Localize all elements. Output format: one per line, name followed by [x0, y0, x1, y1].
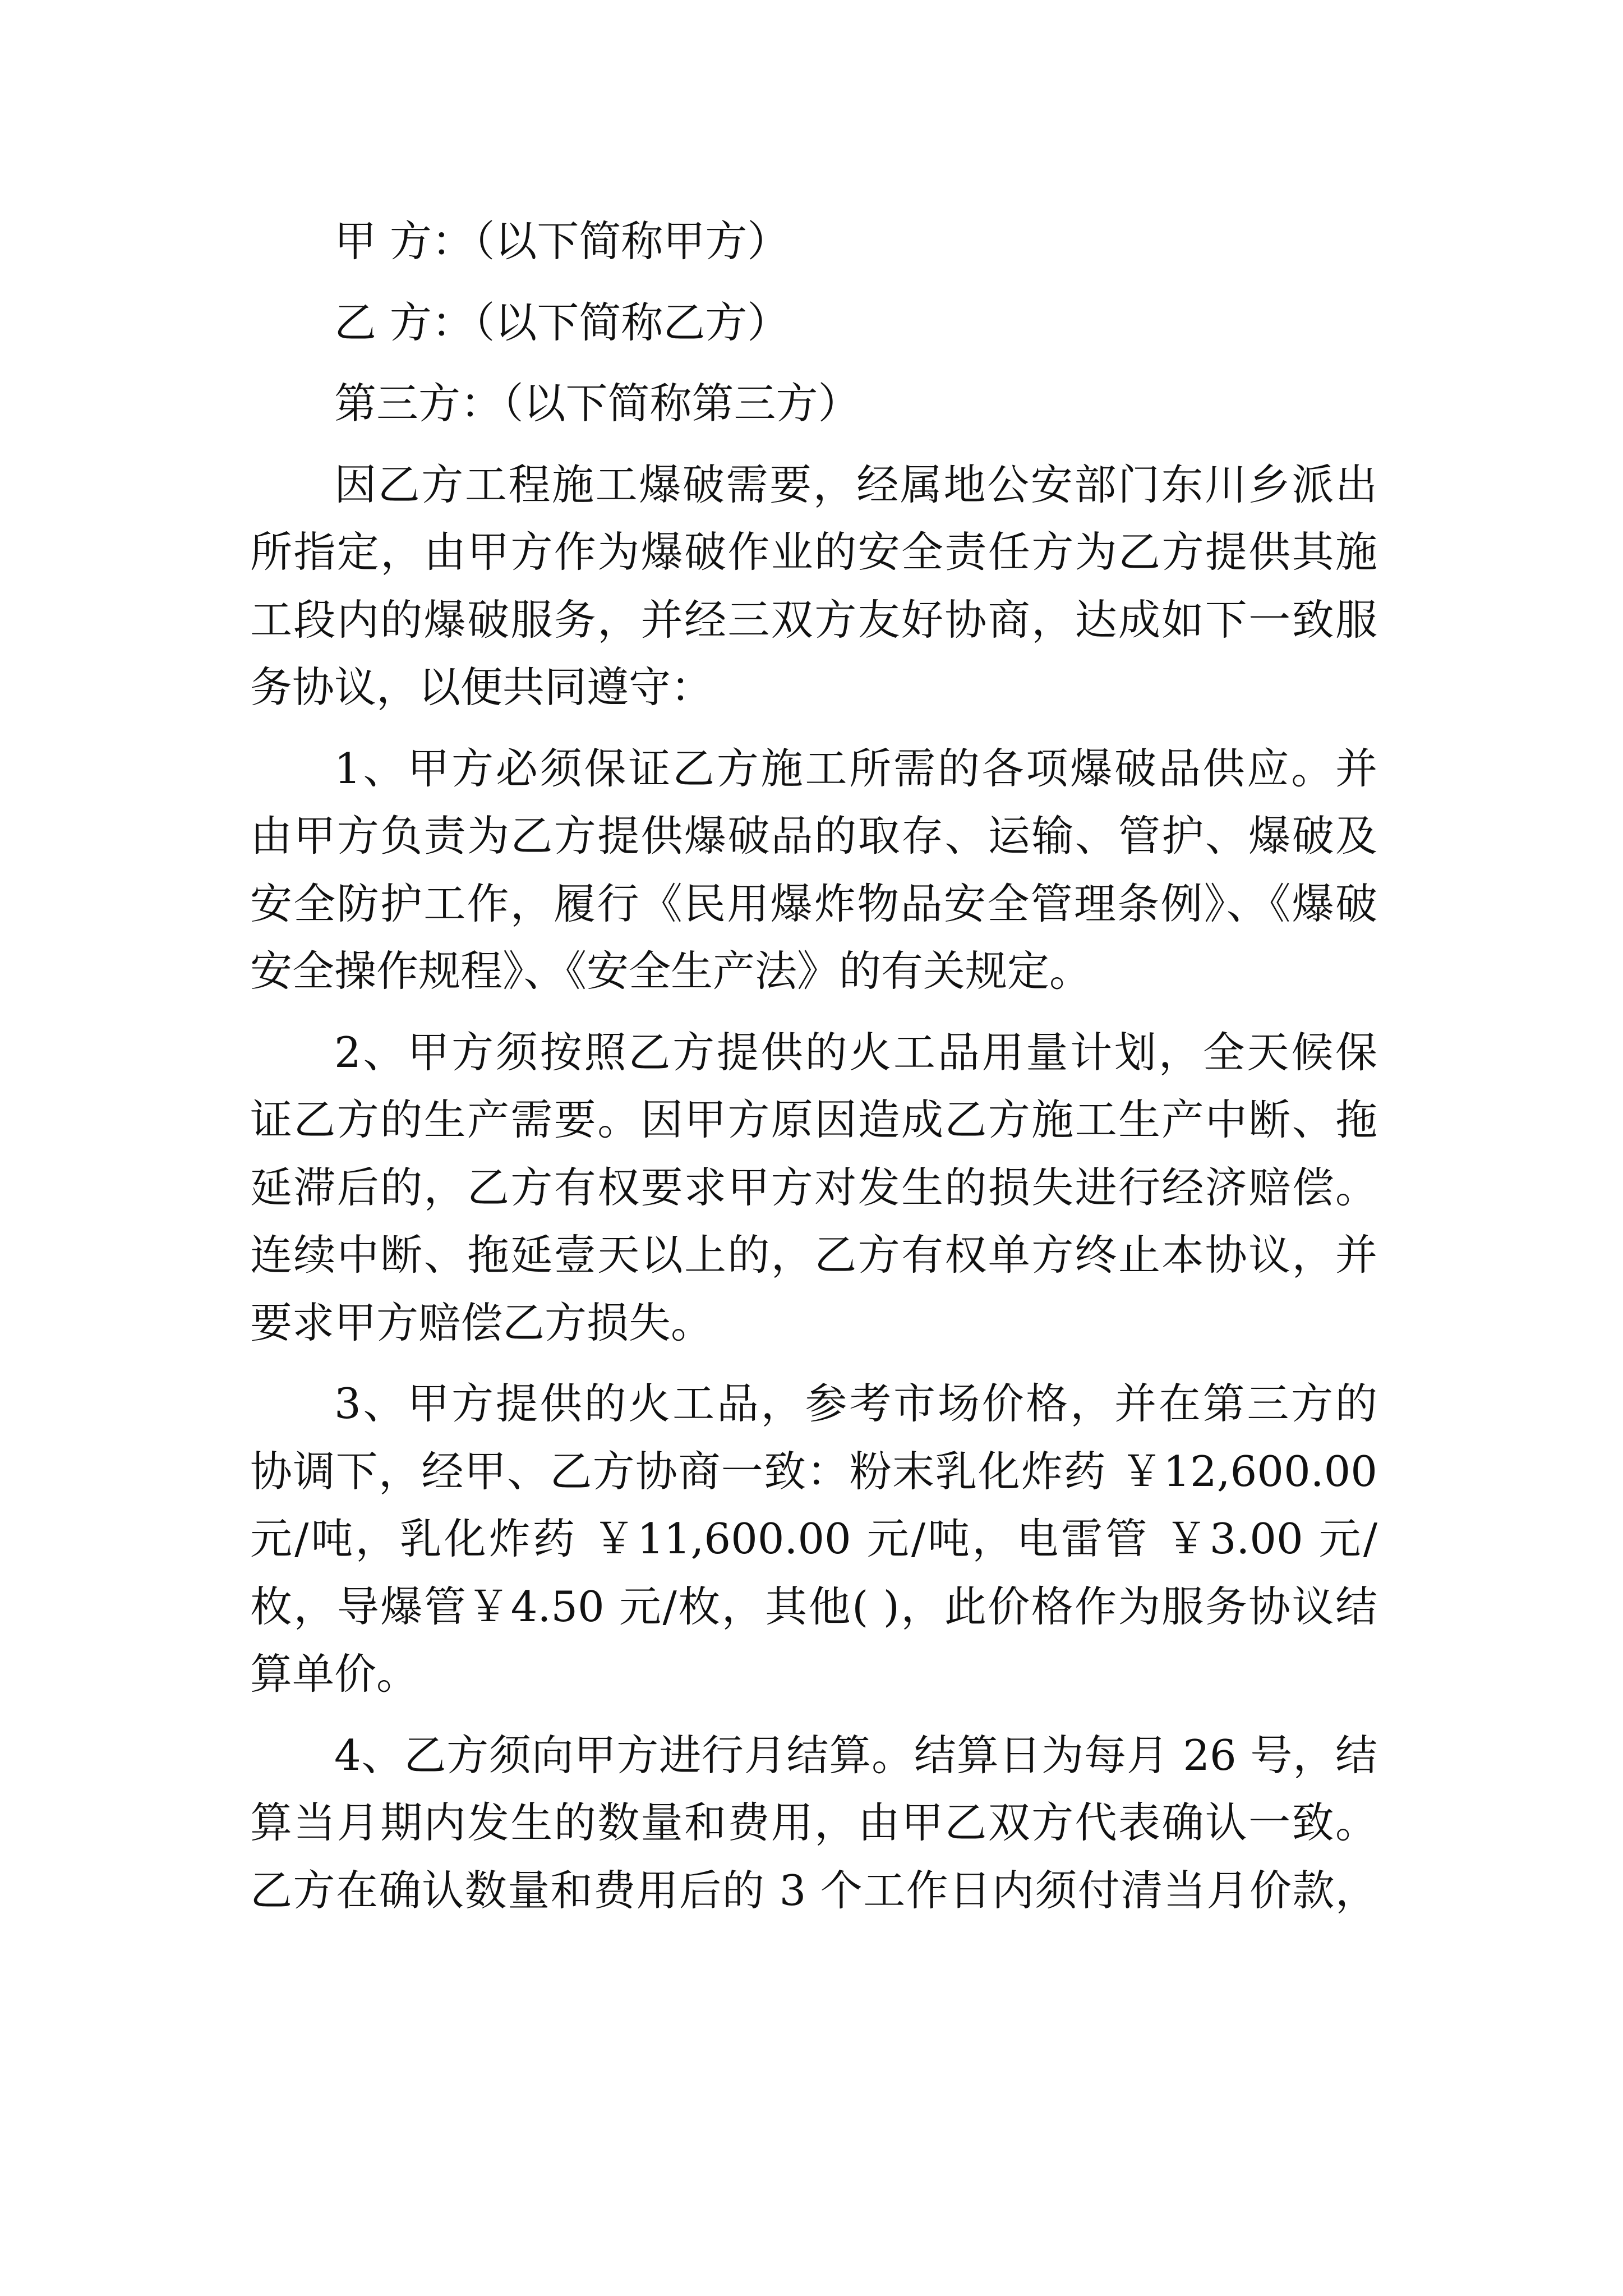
party-a-line: 甲 方：（以下简称甲方）	[334, 217, 790, 266]
paragraph-line: 协调下，经甲、乙方协商一致：粉末乳化炸药 ￥12,600.00	[250, 1446, 1377, 1496]
paragraph-line: 务协议，以便共同遵守：	[250, 662, 713, 712]
party-b-line: 乙 方：（以下简称乙方）	[334, 297, 790, 347]
paragraph-line: 要求甲方赔偿乙方损失。	[250, 1297, 713, 1347]
paragraph-line: 延滞后的，乙方有权要求甲方对发生的损失进行经济赔偿。	[250, 1162, 1377, 1212]
document-body	[250, 208, 1377, 1924]
paragraph-line: 4、乙方须向甲方进行月结算。结算日为每月 26 号，结	[334, 1730, 1377, 1780]
paragraph-line: 算当月期内发生的数量和费用，由甲乙双方代表确认一致。	[250, 1798, 1377, 1847]
paragraph-line: 元/吨，乳化炸药 ￥11,600.00 元/吨，电雷管 ￥3.00 元/	[250, 1514, 1377, 1563]
paragraph-line: 3、甲方提供的火工品，参考市场价格，并在第三方的	[334, 1379, 1377, 1428]
paragraph-line: 由甲方负责为乙方提供爆破品的取存、运输、管护、爆破及	[250, 811, 1377, 861]
paragraph-line: 1、甲方必须保证乙方施工所需的各项爆破品供应。并	[334, 743, 1377, 793]
paragraph-line: 工段内的爆破服务，并经三双方友好协商，达成如下一致服	[250, 595, 1377, 645]
paragraph-line: 连续中断、拖延壹天以上的，乙方有权单方终止本协议，并	[250, 1230, 1377, 1280]
party-list	[250, 208, 1377, 438]
paragraph-preamble	[250, 451, 1377, 721]
paragraph-line: 安全防护工作，履行《民用爆炸物品安全管理条例》、《爆破	[250, 878, 1377, 928]
paragraph-line: 算单价。	[250, 1649, 419, 1699]
clause-1	[250, 735, 1377, 1005]
paragraph-line: 2、甲方须按照乙方提供的火工品用量计划，全天候保	[334, 1027, 1377, 1077]
paragraph-line: 乙方在确认数量和费用后的 3 个工作日内须付清当月价款，	[250, 1865, 1377, 1915]
paragraph-line: 枚，导爆管￥4.50 元/枚，其他( )，此价格作为服务协议结	[250, 1581, 1377, 1631]
third-party-line: 第三方：（以下简称第三方）	[334, 379, 860, 428]
paragraph-line: 证乙方的生产需要。因甲方原因造成乙方施工生产中断、拖	[250, 1095, 1377, 1144]
clause-3	[250, 1370, 1377, 1708]
paragraph-line: 所指定，由甲方作为爆破作业的安全责任方为乙方提供其施	[250, 527, 1377, 577]
paragraph-line: 因乙方工程施工爆破需要，经属地公安部门东川乡派出	[334, 459, 1377, 509]
paragraph-line: 安全操作规程》、《安全生产法》的有关规定。	[250, 946, 1092, 996]
clause-2	[250, 1019, 1377, 1357]
clause-4	[250, 1722, 1377, 1925]
